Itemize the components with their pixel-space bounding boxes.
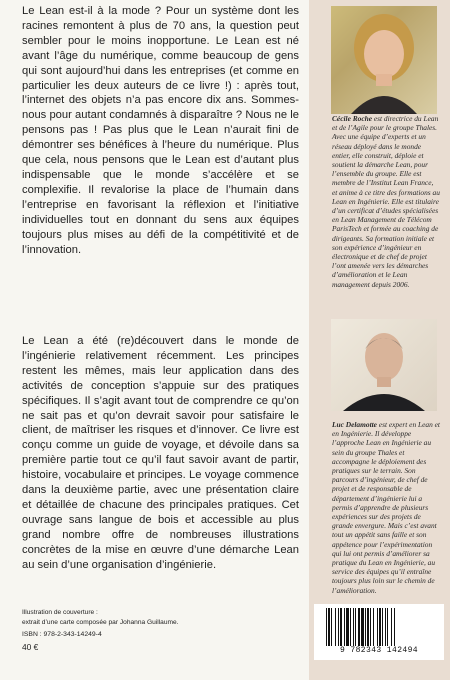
author-photo-luc-delamotte <box>331 319 437 411</box>
author-bio-text-luc-delamotte: est expert en Lean et en Ingénierie. Il développe l’approche Lean en Ingénierie au sein du groupe Thales et accompagne le déploiement des pratiques sur le terrain. Son parcours d’ingénieur, de chef de projet et de responsable de département d’ingénierie lui a permis d’apprendre de plusieurs expériences sur des projets de grande envergure. Mais c’est avant tout un appétit sans faille et son appétence pour l’expérimentation qui lui ont permis d’améliorer sa pratique du Lean en Ingénierie, au service des équipes qu’il entraîne toujours plus loin sur le chemin de l’amélioration. <box>332 420 440 595</box>
barcode-bar <box>344 608 345 646</box>
author-photo-cecile-roche <box>331 6 437 114</box>
barcode-bar <box>365 608 366 646</box>
barcode-bar <box>391 608 392 646</box>
isbn: ISBN : 978-2-343-14249-4 <box>22 631 102 638</box>
barcode-bar <box>350 608 351 646</box>
barcode <box>314 604 444 660</box>
barcode-bar <box>373 608 374 646</box>
barcode-bar <box>358 608 360 646</box>
author-bio-luc-delamotte <box>332 420 440 595</box>
barcode-bar <box>338 608 339 646</box>
summary-paragraph-2: Le Lean a été (re)découvert dans le monde de l’ingénierie relativement récemment. Les principes restent les mêmes, mais leur application dans des activités de conception s’appuie sur des pratiques spécifiques. Il s’agit avant tout de comprendre ce qu’on ne sait pas et qu’on devrait savoir pour satisfaire le client, de maîtriser les risques et d’innover. Ce livre est conçu comme un guide de voyage, et dévoile dans sa première partie tout ce qu’il faut savoir avant de partir, histoire, vocabulaire et principes. Le voyage commence dans la deuxième partie, avec une présentation claire et détaillée de chacune des principales pratiques. Cet ouvrage sans langue de bois et accessible au plus grand nombre offre de nombreuses illustrations concrètes de la mise en œuvre d’une démarche Lean au sein d’une organisation d’ingénierie. <box>22 335 299 571</box>
barcode-bar <box>382 608 383 646</box>
summary-paragraph-1: Le Lean est-il à la mode ? Pour un système dont les racines remontent à plus de 70 ans, la question peut sembler pour le moins inopportune. Le Lean est né avant l’âge du numérique, comme beaucoup de gens qui sont aujourd’hui dans les entreprises (et comme en particulier les deux auteurs de ce livre !) : après tout, l’internet des objets n’a pas encore dix ans. Sommes-nous pour autant condamnés à disparaître ? Nous ne le pensons pas ! Pas plus que le Lean n’aurait fini de démontrer ses bénéfices à l’heure du numérique. Plus que cela, nous pensons que le Lean est d’autant plus indispensable que le monde s’accélère et se complexifie. Il revalorise la place de l’humain dans l’entreprise en favorisant la réflexion et l’initiative individuelles tout en donnant du sens aux équipes toujours plus mises au défi de la compétitivité et de l’innovation. <box>22 5 299 256</box>
barcode-bar <box>377 608 378 646</box>
price: 40 € <box>22 642 39 652</box>
barcode-bar <box>367 608 369 646</box>
author-bio-text-cecile-roche: est directrice du Lean et de l’Agile pour le groupe Thales. Avec une équipe d’experts et un réseau déployé dans le monde entier, elle construit, déploie et soutient la démarche Lean, pour l’ensemble du groupe. Elle est membre de l’Institut Lean France, et anime à ce titre des formations au Lean en Ingénierie. Elle est titulaire d’un certificat d’études spécialisées en Lean Management de Télécom ParisTech et formée au coaching de dirigeants. Sa formation initiale et son expérience d’ingénieur en électronique et de chef de projet l’ont amenée vers les démarches d’amélioration et le Lean management depuis 2006. <box>332 114 440 289</box>
barcode-bar <box>328 608 330 646</box>
author-name-cecile-roche: Cécile Roche <box>332 114 373 123</box>
barcode-bar <box>340 608 342 646</box>
barcode-bar <box>361 608 364 646</box>
barcode-bar <box>385 608 386 646</box>
barcode-bar <box>346 608 349 646</box>
cover-credits-line-2: extrait d’une carte composée par Johanna Guillaume. <box>22 618 179 626</box>
barcode-bars <box>324 608 440 646</box>
barcode-bar <box>335 608 336 646</box>
barcode-bar <box>331 608 332 646</box>
barcode-bar <box>370 608 371 646</box>
cover-credits-line-1: Illustration de couverture : <box>22 609 98 616</box>
barcode-bar <box>379 608 381 646</box>
barcode-bar <box>355 608 356 646</box>
author-bio-cecile-roche <box>332 114 440 289</box>
barcode-bar <box>326 608 327 646</box>
barcode-bar <box>387 608 388 646</box>
barcode-number: 9 782343 142494 <box>339 646 418 655</box>
barcode-bar <box>394 608 395 646</box>
barcode-bar <box>353 608 354 646</box>
cover-credits <box>22 608 179 627</box>
author-name-luc-delamotte: Luc Delamotte <box>332 420 377 429</box>
